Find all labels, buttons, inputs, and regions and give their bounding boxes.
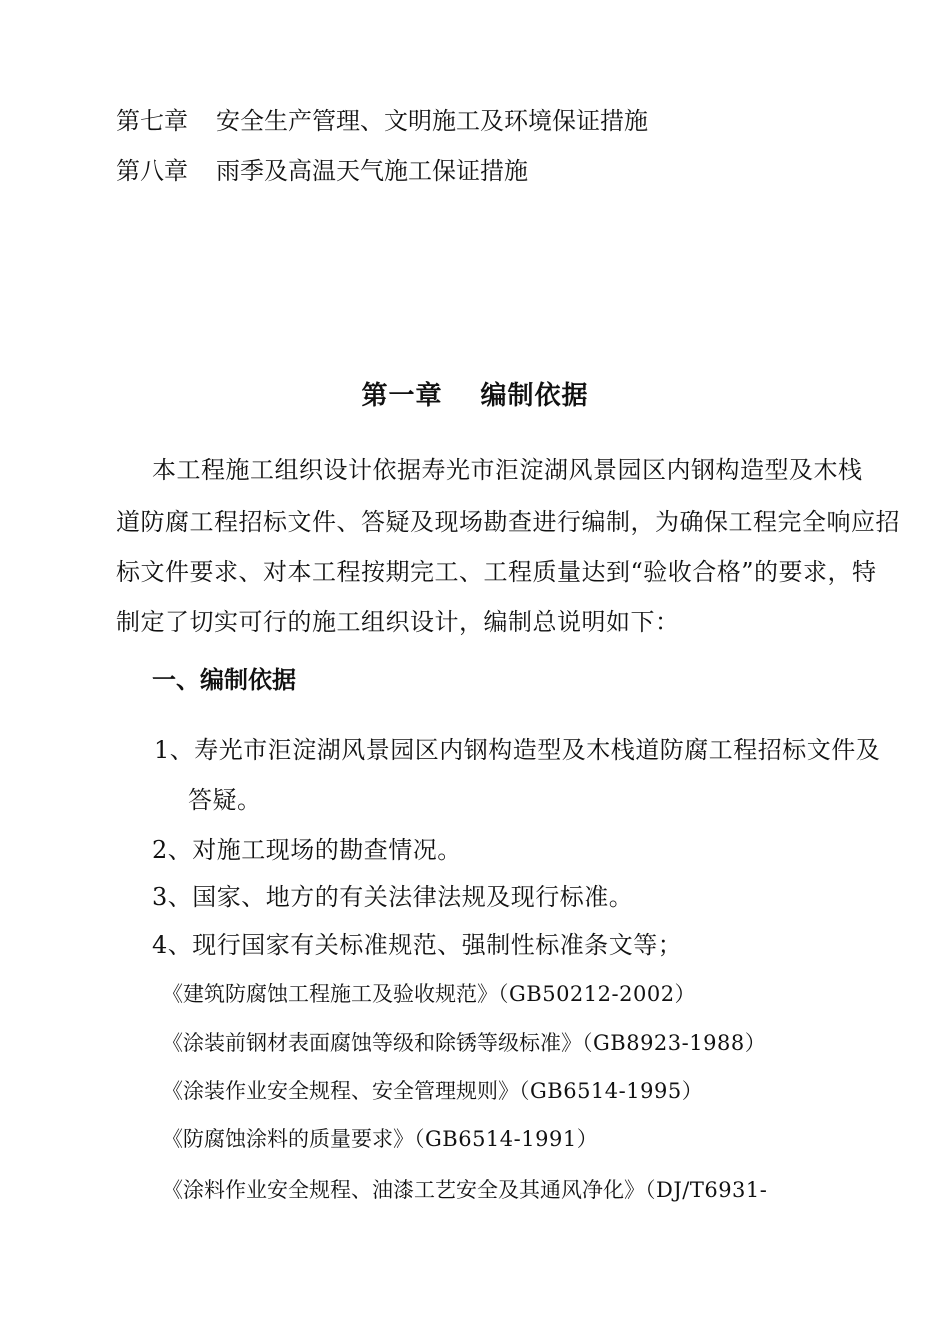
intro-line: 本工程施工组织设计依据寿光市洰淀湖风景园区内钢构造型及木栈 [152, 456, 863, 484]
intro-line: 标文件要求、对本工程按期完工、工程质量达到“验收合格”的要求，特 [116, 558, 877, 586]
basis-item-continuation: 答疑。 [188, 786, 262, 814]
standard-name: 《涂装前钢材表面腐蚀等级和除锈等级标准》 [162, 1031, 582, 1055]
standard-reference [162, 1176, 767, 1204]
standard-reference [162, 1029, 766, 1057]
intro-line: 道防腐工程招标文件、答疑及现场勘查进行编制，为确保工程完全响应招 [116, 508, 900, 536]
standard-name: 《防腐蚀涂料的质量要求》 [162, 1127, 414, 1151]
standard-code: （GB6514-1995） [519, 1079, 704, 1103]
intro-line: 制定了切实可行的施工组织设计，编制总说明如下： [116, 608, 680, 636]
standard-reference [162, 980, 696, 1008]
standard-name: 《涂料作业安全规程、油漆工艺安全及其通风净化》 [162, 1178, 645, 1202]
section-heading: 一、编制依据 [152, 666, 296, 694]
standard-code: （GB8923-1988） [582, 1031, 767, 1055]
standard-code: （GB50212-2002） [498, 982, 697, 1006]
toc-chapter-number: 第八章 [116, 157, 188, 185]
standard-code: （DJ/T6931- [645, 1178, 768, 1202]
chapter-number: 第一章 [361, 381, 443, 411]
standard-code: （GB6514-1991） [414, 1127, 599, 1151]
basis-item: 4、现行国家有关标准规范、强制性标准条文等； [152, 931, 683, 959]
toc-entry-chapter-7 [116, 106, 648, 136]
toc-chapter-title: 雨季及高温天气施工保证措施 [216, 157, 528, 185]
standard-reference [162, 1077, 703, 1105]
basis-item: 1、寿光市洰淀湖风景园区内钢构造型及木栈道防腐工程招标文件及 [154, 736, 881, 764]
standard-name: 《建筑防腐蚀工程施工及验收规范》 [162, 982, 498, 1006]
toc-chapter-title: 安全生产管理、文明施工及环境保证措施 [216, 107, 648, 135]
standard-name: 《涂装作业安全规程、安全管理规则》 [162, 1079, 519, 1103]
standard-reference [162, 1125, 598, 1153]
chapter-title: 编制依据 [480, 381, 589, 411]
toc-chapter-number: 第七章 [116, 107, 188, 135]
basis-item: 2、对施工现场的勘查情况。 [152, 836, 462, 864]
toc-entry-chapter-8 [116, 156, 528, 186]
chapter-heading [0, 380, 950, 412]
basis-item: 3、国家、地方的有关法律法规及现行标准。 [152, 883, 634, 911]
